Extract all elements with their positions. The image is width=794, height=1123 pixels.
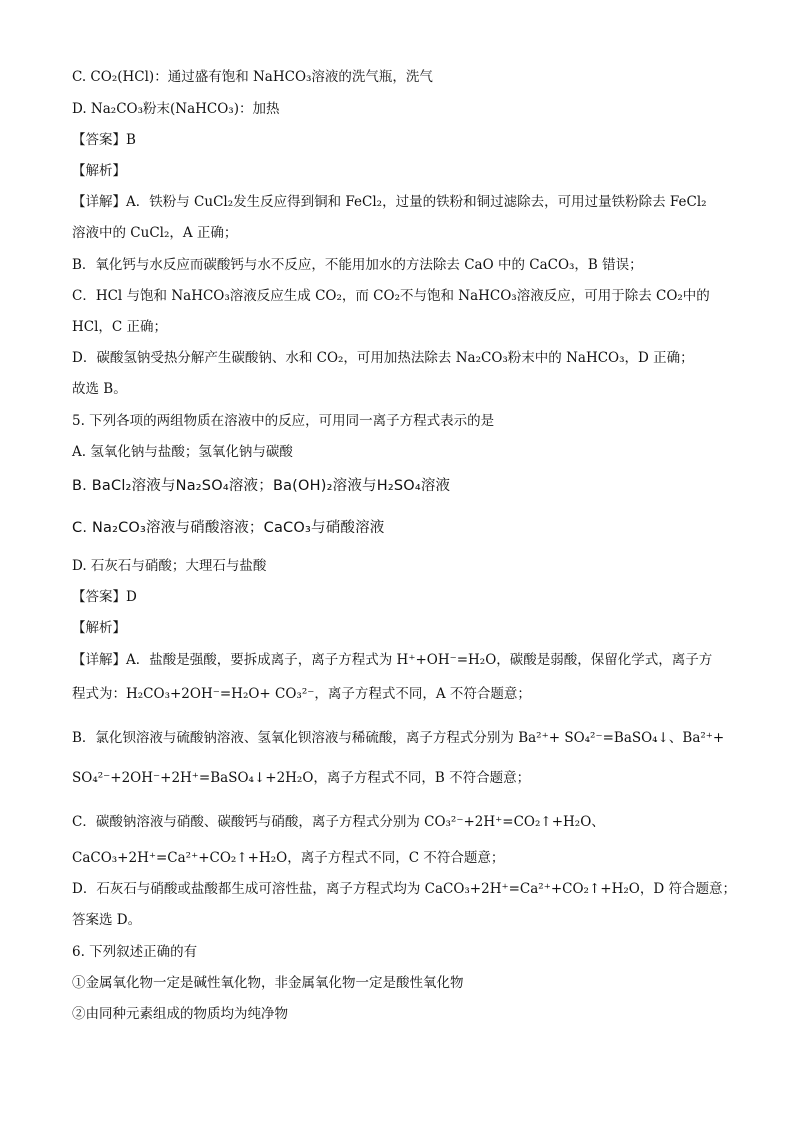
question-5-option-b: B. BaCl₂溶液与Na₂SO₄溶液；Ba(OH)₂溶液与H₂SO₄溶液 xyxy=(72,478,451,494)
question-5-option-d: D. 石灰石与硝酸；大理石与盐酸 xyxy=(72,558,267,574)
option-d-line: D. Na₂CO₃粉末(NaHCO₃)：加热 xyxy=(72,101,280,117)
analysis-label-5: 【解析】 xyxy=(72,620,126,636)
detail-d-line: D．碳酸氢钠受热分解产生碳酸钠、水和 CO₂，可用加热法除去 Na₂CO₃粉末中的 NaHCO₃，D 正确； xyxy=(72,350,694,366)
answer-label: 【答案】B xyxy=(72,132,136,148)
answer-label-5: 【答案】D xyxy=(72,589,137,605)
analysis-label: 【解析】 xyxy=(72,163,126,179)
detail5-d-line: D．石灰石与硝酸或盐酸都生成可溶性盐，离子方程式均为 CaCO₃+2H⁺=Ca²⁺+CO₂↑+H₂O，D 符合题意； xyxy=(72,881,736,897)
detail-a-line1: 【详解】A．铁粉与 CuCl₂发生反应得到铜和 FeCl₂，过量的铁粉和铜过滤除去，可用过量铁粉除去 FeCl₂ xyxy=(72,194,707,210)
detail5-c-line1: C．碳酸钠溶液与硝酸、碳酸钙与硝酸，离子方程式分别为 CO₃²⁻+2H⁺=CO₂↑+H₂O、 xyxy=(72,814,605,830)
question-6-statement-2: ②由同种元素组成的物质均为纯净物 xyxy=(72,1006,288,1022)
question-6-statement-1: ①金属氧化物一定是碱性氧化物，非金属氧化物一定是酸性氧化物 xyxy=(72,975,464,991)
detail-b-line: B．氧化钙与水反应而碳酸钙与水不反应，不能用加水的方法除去 CaO 中的 CaCO₃，B 错误； xyxy=(72,257,643,273)
question-5-option-c: C. Na₂CO₃溶液与硝酸溶液；CaCO₃与硝酸溶液 xyxy=(72,520,385,536)
detail-a-line2: 溶液中的 CuCl₂，A 正确； xyxy=(72,225,238,241)
detail5-c-line2: CaCO₃+2H⁺=Ca²⁺+CO₂↑+H₂O，离子方程式不同，C 不符合题意； xyxy=(72,850,505,866)
conclusion-line: 故选 B。 xyxy=(72,381,127,397)
detail-c-line1: C．HCl 与饱和 NaHCO₃溶液反应生成 CO₂，而 CO₂不与饱和 NaHCO₃溶液反应，可用于除去 CO₂中的 xyxy=(72,288,710,304)
question-5-option-a: A. 氢氧化钠与盐酸；氢氧化钠与碳酸 xyxy=(72,444,293,460)
option-c-line: C. CO₂(HCl)：通过盛有饱和 NaHCO₃溶液的洗气瓶，洗气 xyxy=(72,69,433,85)
detail5-a-line1: 【详解】A．盐酸是强酸，要拆成离子，离子方程式为 H⁺+OH⁻=H₂O，碳酸是弱酸，保留化学式，离子方 xyxy=(72,652,713,668)
detail5-b-line1: B．氯化钡溶液与硫酸钠溶液、氢氧化钡溶液与稀硫酸，离子方程式分别为 Ba²⁺+ SO₄²⁻=BaSO₄↓、Ba²⁺+ xyxy=(72,730,725,746)
detail-c-line2: HCl，C 正确； xyxy=(72,319,168,335)
question-5-stem: 5. 下列各项的两组物质在溶液中的反应，可用同一离子方程式表示的是 xyxy=(72,413,495,429)
conclusion-line-5: 答案选 D。 xyxy=(72,912,142,928)
detail5-b-line2: SO₄²⁻+2OH⁻+2H⁺=BaSO₄↓+2H₂O，离子方程式不同，B 不符合题意； xyxy=(72,770,531,786)
question-6-stem: 6. 下列叙述正确的有 xyxy=(72,944,198,960)
detail5-a-line2: 程式为：H₂CO₃+2OH⁻=H₂O+ CO₃²⁻，离子方程式不同，A 不符合题意； xyxy=(72,686,531,702)
